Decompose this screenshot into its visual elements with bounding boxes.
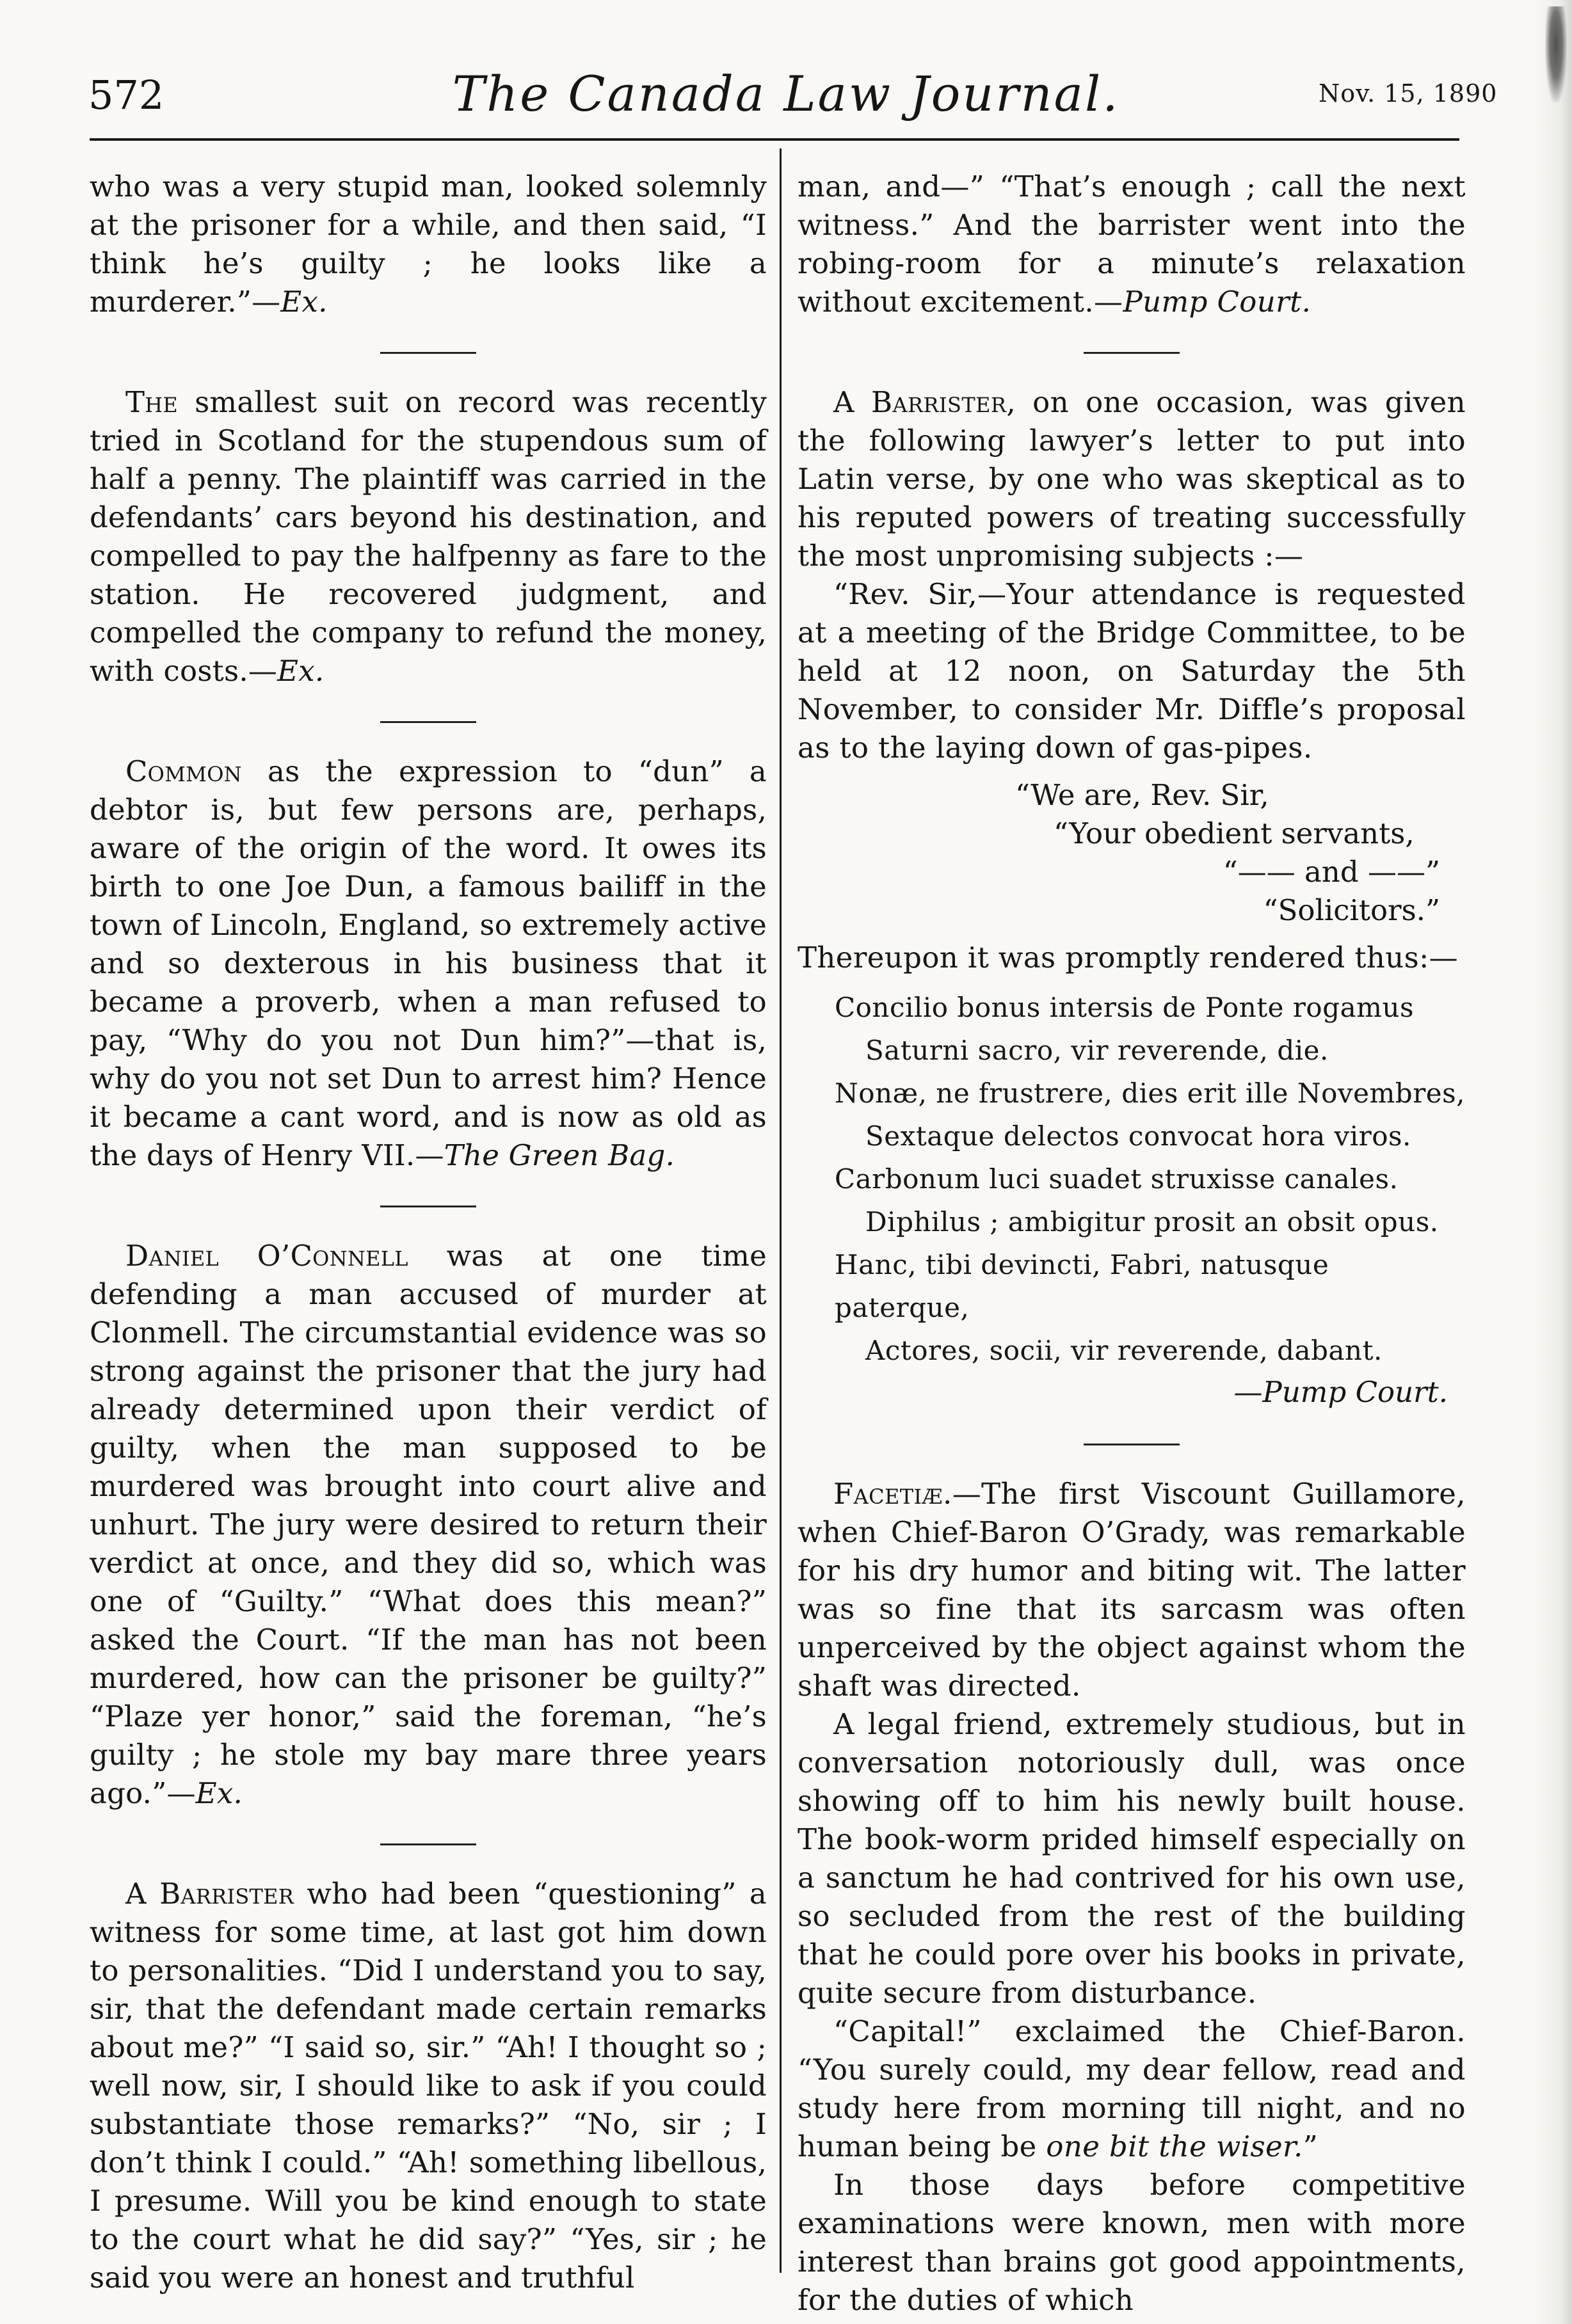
article-paragraph: Daniel O’Connell was at one time defending a man accused of murder at Clonmell. The circumstantial evidence was so strong against the prisoner that the jury had already determined upon their verdict of guilty, when the man supposed to be murdered was brought into court alive and unhurt. The jury were desired to return their verdict at once, and they did so, which was one of “Guilty.” “What does this mean?” asked the Court. “If the man has not been murdered, how can the prisoner be guilty?” “Plaze yer honor,” said the foreman, “he’s guilty ; he stole my bay mare three years ago.”—Ex. — [90, 1239, 767, 1810]
source-citation: Pump Court. — [1123, 285, 1311, 319]
column-divider — [780, 148, 782, 2273]
section-separator — [1084, 1444, 1180, 1445]
letter-paragraph: “Rev. Sir,—Your attendance is requested at a meeting of the Bridge Committee, to be held at 12 noon, on Saturday the 5th November, to consider Mr. Diffle’s proposal as to the laying down of gas-pipes. — [798, 577, 1466, 765]
page-edge-shadow — [1534, 0, 1572, 2324]
letter-signature-line: “Solicitors.” — [1263, 893, 1440, 927]
section-separator — [380, 352, 476, 354]
article-paragraph: A legal friend, extremely studious, but in conversation notoriously dull, was once showing off to him his newly built house. The book-worm prided himself especially on a sanctum he had contrived for his own use, so secluded from the rest of the building that he could pore over his books in private, quite secure from disturbance. — [798, 1707, 1466, 2010]
verse-line: Actores, socii, vir reverende, dabant. — [865, 1335, 1383, 1366]
article-paragraph: Facetiæ.—The first Viscount Guillamore, when Chief-Baron O’Grady, was remarkable for his dry humor and biting wit. The latter was so fine that its sarcasm was often unperceived by the object against whom the shaft was directed. — [798, 1477, 1466, 1703]
letter-signature-line: “Your obedient servants, — [1054, 816, 1415, 850]
source-citation: —Pump Court. — [1233, 1375, 1448, 1409]
article-paragraph: Common as the expression to “dun” a debtor is, but few persons are, perhaps, aware of the origin of the word. It owes its birth to one Joe Dun, a famous bailiff in the town of Lincoln, England, so extremely active and so dexterous in his business that it became a proverb, when a man refused to pay, “Why do you not Dun him?”—that is, why do you not set Dun to arrest him? Hence it became a cant word, and is now as old as the days of Henry VII.—The Green Bag. — [90, 754, 767, 1172]
source-citation: Ex. — [195, 1776, 243, 1810]
binding-mark — [1545, 6, 1567, 102]
verse-line: Sextaque delectos convocat hora viros. — [865, 1120, 1411, 1152]
article-paragraph: In those days before competitive examinations were known, men with more interest than brains got good appointments, for the duties of which — [798, 2168, 1466, 2317]
article-paragraph: “Capital!” exclaimed the Chief-Baron. “You surely could, my dear fellow, read and study here from morning till night, and no human being be one bit the wiser.” — [798, 2014, 1466, 2163]
issue-date: Nov. 15, 1890 — [1319, 79, 1498, 107]
source-citation: The Green Bag. — [444, 1138, 675, 1172]
right-column — [798, 168, 1466, 2320]
verse-line: Nonæ, ne frustrere, dies erit ille Novembres, — [835, 1078, 1466, 1109]
verse-line: Carbonum luci suadet struxisse canales. — [835, 1163, 1399, 1195]
verse-line: Diphilus ; ambigitur prosit an obsit opus. — [865, 1206, 1439, 1238]
verse-line: Saturni sacro, vir reverende, die. — [865, 1035, 1329, 1066]
article-paragraph: man, and—” “That’s enough ; call the next witness.” And the barrister went into the robing-room for a minute’s relaxation without excitement.—Pump Court. — [798, 170, 1466, 319]
section-separator — [1084, 352, 1180, 354]
letter-signature-line: “We are, Rev. Sir, — [1015, 778, 1269, 812]
latin-verse — [798, 986, 1466, 1372]
verse-line: Hanc, tibi devincti, Fabri, natusque paterque, — [835, 1249, 1329, 1323]
letter-signature-line: “—— and ——” — [1223, 855, 1440, 889]
article-paragraph: who was a very stupid man, looked solemnly at the prisoner for a while, and then said, “I think he’s guilty ; he looks like a murderer.”—Ex. — [90, 170, 767, 319]
article-paragraph: A Barrister who had been “questioning” a witness for some time, at last got him down to personalities. “Did I understand you to say, sir, that the defendant made certain remarks about me?” “I said so, sir.” “Ah! I thought so ; well now, sir, I should like to ask if you could substantiate those remarks?” “No, sir ; I don’t think I could.” “Ah! something libellous, I presume. Will you be kind enough to state to the court what he did say?” “Yes, sir ; he said you were an honest and truthful — [90, 1877, 767, 2295]
emphasis: one bit the wiser. — [1046, 2129, 1303, 2163]
page-number: 572 — [88, 72, 164, 118]
source-citation: Ex. — [280, 285, 328, 319]
verse-line: Concilio bonus intersis de Ponte rogamus — [835, 992, 1415, 1023]
section-separator — [380, 1843, 476, 1845]
article-paragraph: The smallest suit on record was recently tried in Scotland for the stupendous sum of half a penny. The plaintiff was carried in the defendants’ cars beyond his destination, and compelled to pay the halfpenny as fare to the station. He recovered judgment, and compelled the company to refund the money, with costs.—Ex. — [90, 385, 767, 688]
left-column — [90, 168, 767, 2297]
section-separator — [380, 1206, 476, 1207]
page-header — [0, 0, 1572, 154]
journal-title: The Canada Law Journal. — [452, 65, 1120, 122]
source-citation: Ex. — [277, 654, 325, 688]
header-rule — [90, 138, 1459, 141]
section-separator — [380, 721, 476, 723]
article-paragraph: A Barrister, on one occasion, was given the following lawyer’s letter to put into Latin verse, by one who was skeptical as to his reputed powers of treating successfully the most unpromising subjects :— — [798, 385, 1466, 573]
article-paragraph: Thereupon it was promptly rendered thus:— — [798, 941, 1459, 975]
